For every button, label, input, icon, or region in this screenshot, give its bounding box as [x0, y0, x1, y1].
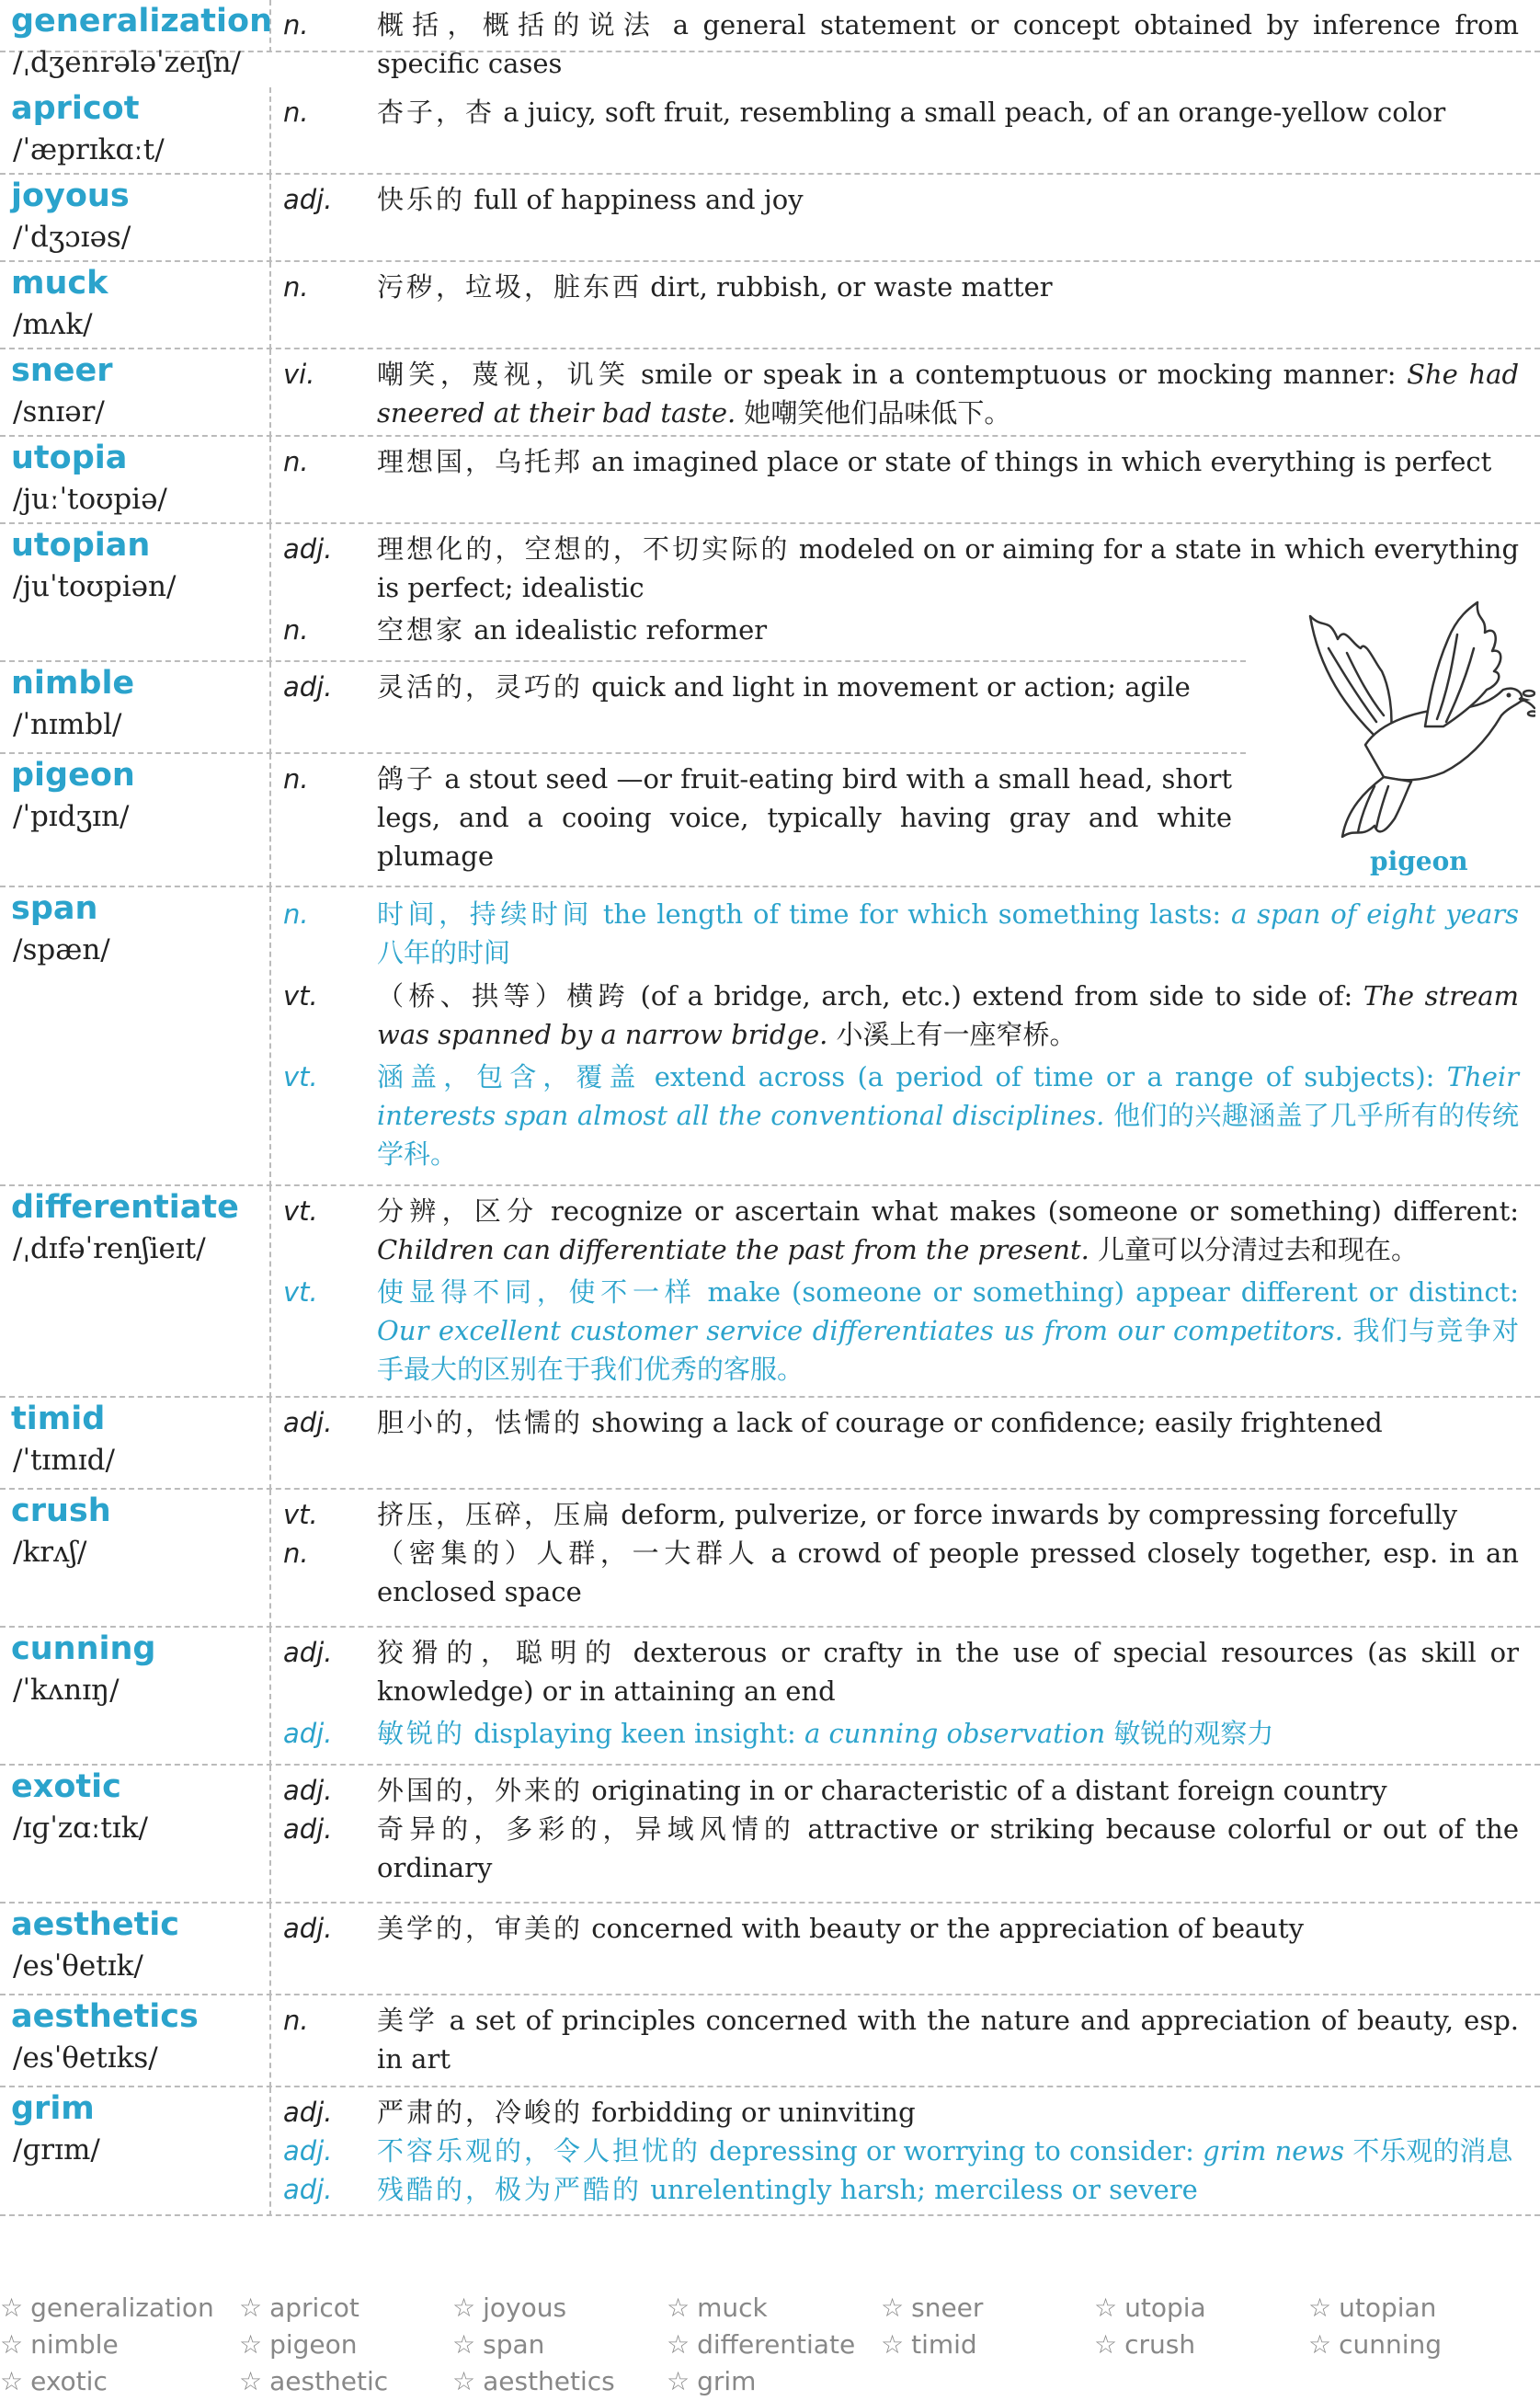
review-item: ☆ apricot: [239, 2292, 359, 2323]
headword: muck: [11, 265, 108, 302]
review-item: ☆ grim: [667, 2366, 757, 2396]
entry-muck: [0, 262, 1540, 349]
star-icon: ☆: [881, 2329, 905, 2360]
phonetic: /krʌʃ/: [13, 1536, 87, 1569]
headword: differentiate: [11, 1189, 239, 1226]
headword: crush: [11, 1492, 111, 1529]
entry-span: [0, 887, 1540, 1186]
review-item: ☆ differentiate: [667, 2329, 856, 2360]
part-of-speech: n.: [283, 2005, 309, 2036]
phonetic: /ɪɡˈzɑːtɪk/: [13, 1812, 148, 1845]
headword: nimble: [11, 665, 135, 702]
definition: 分辨，区分 recognize or ascertain what makes (someone or something) different: Children can differentiate the past from the present. 儿童可以分清过去和现在。: [377, 1195, 1519, 1265]
definition: （桥、拱等）横跨 (of a bridge, arch, etc.) extend from side to side of: The stream was spanned by a narrow bridge. 小溪上有一座窄桥。: [377, 980, 1519, 1050]
dove-icon: [1273, 598, 1535, 846]
phonetic: /ɡrɪm/: [13, 2133, 100, 2167]
review-item: ☆ timid: [881, 2329, 977, 2360]
star-icon: ☆: [0, 2329, 24, 2360]
part-of-speech: vt.: [283, 1276, 318, 1308]
entry-exotic: [0, 1766, 1540, 1904]
part-of-speech: adj.: [283, 1813, 333, 1845]
part-of-speech: adj.: [283, 1718, 333, 1749]
part-of-speech: n.: [283, 763, 309, 795]
definition: （密集的）人群，一大群人 a crowd of people pressed closely together, esp. in an enclosed space: [377, 1538, 1519, 1607]
headword: cunning: [11, 1630, 156, 1667]
review-item: ☆ utopian: [1308, 2292, 1437, 2323]
star-icon: ☆: [239, 2329, 263, 2360]
star-icon: ☆: [1094, 2292, 1118, 2323]
part-of-speech: adj.: [283, 2135, 333, 2167]
headword: pigeon: [11, 757, 135, 794]
part-of-speech: n.: [283, 97, 309, 128]
star-icon: ☆: [881, 2292, 905, 2323]
phonetic: /ˈkʌnɪŋ/: [13, 1674, 120, 1707]
entry-crush: [0, 1490, 1540, 1628]
part-of-speech: n.: [283, 1538, 309, 1569]
review-item: ☆ span: [452, 2329, 545, 2360]
review-item: ☆ nimble: [0, 2329, 119, 2360]
definition: 严肃的，冷峻的 forbidding or uninviting: [377, 2097, 916, 2128]
part-of-speech: n.: [283, 271, 309, 303]
entry-differentiate: [0, 1186, 1540, 1398]
star-icon: ☆: [452, 2329, 476, 2360]
headword: aesthetic: [11, 1906, 180, 1943]
definition: 奇异的，多彩的，异域风情的 attractive or striking because colorful or out of the ordinary: [377, 1813, 1519, 1883]
star-icon: ☆: [1094, 2329, 1118, 2360]
part-of-speech: n.: [283, 614, 309, 646]
phonetic: /esˈθetɪk/: [13, 1949, 143, 1983]
headword: timid: [11, 1401, 106, 1437]
headword: aesthetics: [11, 1998, 199, 2035]
review-item: ☆ aesthetics: [452, 2366, 615, 2396]
star-icon: ☆: [667, 2366, 690, 2396]
definition: 使显得不同，使不一样 make (someone or something) appear different or distinct: Our excellent customer service differentiates us from our competitors. 我们与竞争对手最大的区别在于我们优秀的客服。: [377, 1276, 1519, 1385]
part-of-speech: adj.: [283, 1637, 333, 1668]
definition: 敏锐的 displaying keen insight: a cunning observation 敏锐的观察力: [377, 1718, 1274, 1749]
definition: 美学 a set of principles concerned with the nature and appreciation of beauty, esp. in art: [377, 2005, 1519, 2075]
star-icon: ☆: [667, 2329, 690, 2360]
definition: 概括，概括的说法 a general statement or concept obtained by inference from specific cases: [377, 9, 1519, 79]
review-item: ☆ generalization: [0, 2292, 214, 2323]
part-of-speech: vt.: [283, 1195, 318, 1227]
review-item: ☆ pigeon: [239, 2329, 358, 2360]
review-item: ☆ cunning: [1308, 2329, 1443, 2360]
review-item: ☆ aesthetic: [239, 2366, 389, 2396]
definition: 残酷的，极为严酷的 unrelentingly harsh; merciless or severe: [377, 2174, 1198, 2205]
review-item: ☆ exotic: [0, 2366, 108, 2396]
review-word-list: [0, 2290, 1540, 2401]
definition: 涵盖，包含，覆盖 extend across (a period of time or a range of subjects): Their interests span almost all the conventional disciplines. 他们的兴趣涵盖了几乎所有的传统学科。: [377, 1061, 1520, 1170]
phonetic: /snɪər/: [13, 395, 105, 429]
headword: exotic: [11, 1768, 121, 1805]
part-of-speech: adj.: [283, 533, 333, 565]
phonetic: /juˈtoʊpiən/: [13, 570, 177, 603]
definition: 狡猾的，聪明的 dexterous or crafty in the use of special resources (as skill or knowledge) or in attaining an end: [377, 1637, 1519, 1707]
part-of-speech: adj.: [283, 1775, 333, 1806]
headword: span: [11, 890, 98, 927]
review-item: ☆ utopia: [1094, 2292, 1206, 2323]
headword: sneer: [11, 352, 113, 389]
entry-grim: [0, 2087, 1540, 2216]
review-item: ☆ crush: [1094, 2329, 1196, 2360]
definition: 挤压，压碎，压扁 deform, pulverize, or force inwards by compressing forcefully: [377, 1499, 1458, 1530]
headword: utopian: [11, 527, 151, 564]
entry-joyous: [0, 175, 1540, 262]
part-of-speech: n.: [283, 898, 309, 930]
phonetic: /ˌdʒenrələˈzeɪʃn/: [13, 46, 241, 79]
part-of-speech: n.: [283, 446, 309, 477]
review-item: ☆ joyous: [452, 2292, 567, 2323]
definition: 外国的，外来的 originating in or characteristic of a distant foreign country: [377, 1775, 1387, 1806]
part-of-speech: adj.: [283, 184, 333, 215]
part-of-speech: adj.: [283, 1407, 333, 1438]
part-of-speech: vt.: [283, 1061, 318, 1092]
definition: 不容乐观的，令人担忧的 depressing or worrying to consider: grim news 不乐观的消息: [377, 2135, 1513, 2167]
part-of-speech: adj.: [283, 2097, 333, 2128]
entry-aesthetics: [0, 1995, 1540, 2087]
phonetic: /juːˈtoʊpiə/: [13, 483, 167, 516]
phonetic: /ˈdʒɔɪəs/: [13, 221, 131, 254]
entry-cunning: [0, 1628, 1540, 1766]
definition: 理想化的，空想的，不切实际的 modeled on or aiming for a state in which everything is perfect; idealistic: [377, 533, 1520, 603]
definition: 时间，持续时间 the length of time for which something lasts: a span of eight years 八年的时间: [377, 898, 1520, 968]
headword: generalization: [11, 3, 272, 40]
definition: 嘲笑，蔑视，讥笑 smile or speak in a contemptuous or mocking manner: She had sneered at their bad taste. 她嘲笑他们品味低下。: [377, 359, 1520, 429]
star-icon: ☆: [667, 2292, 690, 2323]
phonetic: /ˈæprɪkɑːt/: [13, 133, 165, 166]
star-icon: ☆: [452, 2366, 476, 2396]
star-icon: ☆: [0, 2292, 24, 2323]
illustration-caption: pigeon: [1370, 846, 1468, 876]
definition: 灵活的，灵巧的 quick and light in movement or action; agile: [377, 671, 1191, 703]
star-icon: ☆: [1308, 2329, 1332, 2360]
definition: 胆小的，怯懦的 showing a lack of courage or confidence; easily frightened: [377, 1407, 1383, 1438]
phonetic: /ˈpɪdʒɪn/: [13, 800, 130, 833]
part-of-speech: vt.: [283, 980, 318, 1012]
part-of-speech: n.: [283, 9, 309, 40]
definition: 杏子，杏 a juicy, soft fruit, resembling a small peach, of an orange-yellow color: [377, 97, 1446, 128]
review-item: ☆ sneer: [881, 2292, 984, 2323]
star-icon: ☆: [239, 2292, 263, 2323]
star-icon: ☆: [0, 2366, 24, 2396]
star-icon: ☆: [452, 2292, 476, 2323]
headword: utopia: [11, 440, 128, 476]
phonetic: /esˈθetɪks/: [13, 2041, 158, 2075]
star-icon: ☆: [1308, 2292, 1332, 2323]
headword: joyous: [11, 177, 130, 214]
phonetic: /ˈtɪmɪd/: [13, 1444, 115, 1477]
definition: 鸽子 a stout seed —or fruit-eating bird with a small head, short legs, and a cooing voice, typically having gray and white plumage: [377, 763, 1232, 872]
headword: apricot: [11, 90, 140, 127]
headword: grim: [11, 2090, 95, 2127]
part-of-speech: adj.: [283, 2174, 333, 2205]
entry-aesthetic: [0, 1904, 1540, 1995]
part-of-speech: vt.: [283, 1499, 318, 1530]
entry-generalization: [0, 0, 1540, 79]
phonetic: /ˌdɪfəˈrenʃieɪt/: [13, 1232, 206, 1265]
part-of-speech: adj.: [283, 671, 333, 703]
entry-apricot: [0, 87, 1540, 175]
definition: 美学的，审美的 concerned with beauty or the appreciation of beauty: [377, 1913, 1305, 1944]
part-of-speech: vi.: [283, 359, 315, 390]
definition: 快乐的 full of happiness and joy: [377, 184, 804, 215]
definition: 理想国，乌托邦 an imagined place or state of things in which everything is perfect: [377, 446, 1492, 477]
entry-sneer: [0, 349, 1540, 437]
phonetic: /ˈnɪmbl/: [13, 708, 122, 741]
entry-utopia: [0, 437, 1540, 524]
star-icon: ☆: [239, 2366, 263, 2396]
entry-timid: [0, 1398, 1540, 1490]
phonetic: /mʌk/: [13, 308, 93, 341]
part-of-speech: adj.: [283, 1913, 333, 1944]
definition: 污秽，垃圾，脏东西 dirt, rubbish, or waste matter: [377, 271, 1053, 303]
definition: 空想家 an idealistic reformer: [377, 614, 768, 646]
review-item: ☆ muck: [667, 2292, 768, 2323]
phonetic: /spæn/: [13, 933, 110, 966]
